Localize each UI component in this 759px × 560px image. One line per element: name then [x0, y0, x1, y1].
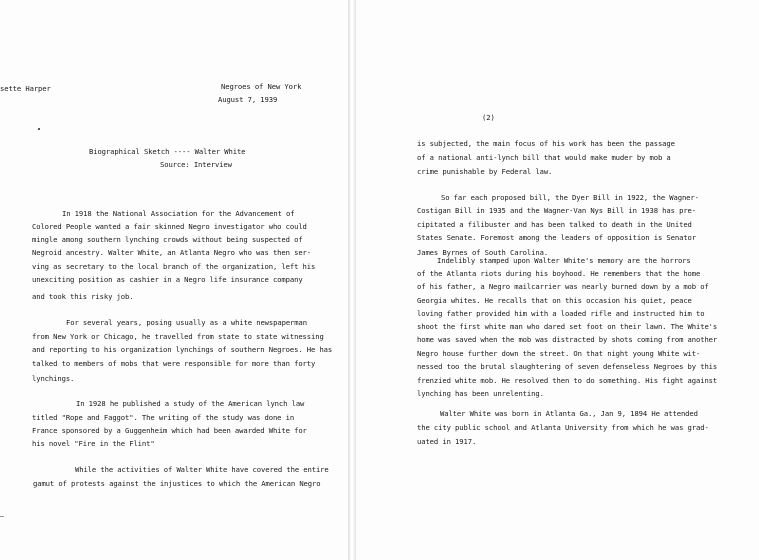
body-line: mingle among southern lynching crowds without being suspected of [32, 235, 303, 244]
body-line: and took this risky job. [32, 292, 134, 301]
body-line: ving as secretary to the local branch of the organization, left his [32, 262, 316, 271]
body-line: Colored People wanted a fair skinned Negro investigator who could [32, 222, 307, 231]
body-line: lynching has been unrelenting. [417, 389, 544, 398]
body-line: In 1918 the National Association for the Advancement of [62, 209, 295, 218]
body-line: Indelibly stamped upon Walter White's memory are the horrors [437, 256, 691, 265]
body-line: home was saved when the mob was distracted by shots coming from another [417, 335, 718, 344]
body-line: gamut of protests against the injustices to which the American Negro [33, 479, 321, 488]
header-date: August 7, 1939 [218, 95, 278, 104]
body-line: nessed too the brutal slaughtering of seven defenseless Negroes by this [417, 362, 718, 371]
header-title: Negroes of New York [221, 82, 302, 91]
body-line: cipitated a filibuster and has been talked to death in the United [417, 220, 692, 229]
sketch-title: Biographical Sketch ---- Walter White [89, 147, 246, 156]
body-line: Georgia whites. He recalls that on this occasion his quiet, peace [417, 296, 692, 305]
body-line: For several years, posing usually as a white newspaperman [66, 318, 307, 327]
body-line: from New York or Chicago, he travelled from state to state witnessing [32, 332, 324, 341]
right-page [356, 0, 759, 560]
body-line: is subjected, the main focus of his work has been the passage [417, 139, 675, 148]
body-line: Walter White was born in Atlanta Ga., Jan 9, 1894 He attended [440, 409, 698, 418]
body-line: Negroid ancestry. Walter White, an Atlanta Negro who was then ser- [32, 248, 311, 257]
body-line: of a national anti-lynch bill that would make muder by mob a [417, 153, 671, 162]
body-line: his novel "Fire in the Flint" [32, 439, 155, 448]
body-line: shoot the first white man who dared set foot on their lawn. The White's [417, 322, 718, 331]
body-line: titled "Rope and Faggot". The writing of the study was done in [32, 413, 295, 422]
body-line: unexciting position as cashier in a Negro life insurance company [32, 275, 303, 284]
body-line: frenzied white mob. He resolved then to do something. His fight against [417, 376, 718, 385]
body-line: crime punishable by Federal law. [417, 167, 553, 176]
body-line: uated in 1917. [417, 437, 477, 446]
body-line: of his father, a Negro mailcarrier was nearly burned down by a mob of [417, 282, 709, 291]
body-line: So far each proposed bill, the Dyer Bill in 1922, the Wagner- [441, 193, 699, 202]
body-line: and reporting to his organization lynchings of southern Negroes. He has [32, 345, 333, 354]
body-line: France sponsored by a Guggenheim which had been awarded White for [32, 426, 307, 435]
left-edge-mark [0, 516, 4, 517]
body-line: talked to members of mobs that were responsible for more than forty [32, 359, 316, 368]
body-line: lynchings. [32, 374, 75, 383]
page-number: (2) [482, 113, 495, 122]
body-line: In 1928 he published a study of the American lynch law [76, 399, 305, 408]
source-line: Source: Interview [160, 160, 232, 169]
body-line: Negro house further down the street. On that night young White wit- [417, 349, 701, 358]
ink-speck [38, 128, 40, 130]
page-gutter [348, 0, 356, 560]
body-line: Costigan Bill in 1935 and the Wagner-Van Nys Bill in 1938 has pre- [417, 206, 696, 215]
left-page [0, 0, 348, 560]
body-line: loving father provided him with a loaded rifle and instructed him to [417, 309, 705, 318]
body-line: the city public school and Atlanta University from which he was grad- [417, 423, 709, 432]
body-line: of the Atlanta riots during his boyhood. He remembers that the home [417, 269, 701, 278]
body-line: While the activities of Walter White have covered the entire [75, 465, 329, 474]
header-name: sette Harper [0, 84, 51, 93]
body-line: James Byrnes of South Carolina. [417, 248, 549, 257]
body-line: States Senate. Foremost among the leaders of opposition is Senator [417, 233, 696, 242]
